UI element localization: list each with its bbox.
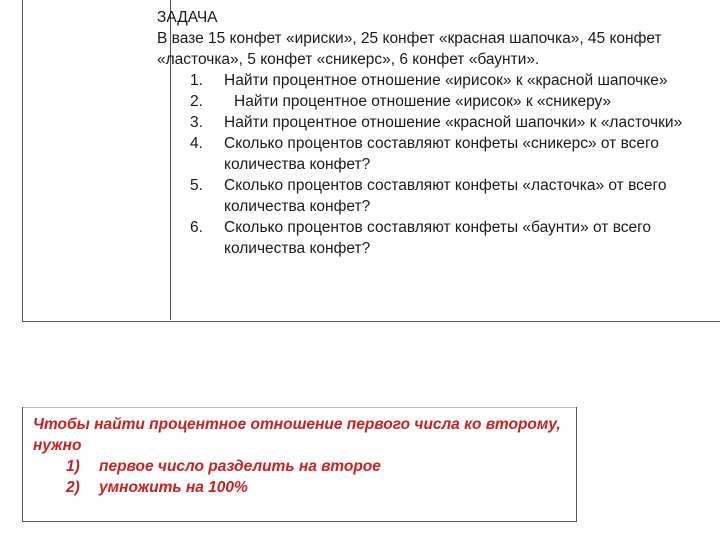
question-text: Сколько процентов составляют конфеты «баунти» от всего количества конфет? xyxy=(224,219,652,257)
task-title: ЗАДАЧА xyxy=(157,9,218,26)
question-text: Найти процентное отношение «ирисок» к «красной шапочке» xyxy=(224,72,668,89)
question-item xyxy=(157,112,717,133)
question-number: 2. xyxy=(190,93,203,110)
rule-steps xyxy=(33,456,573,498)
task-content xyxy=(157,7,717,259)
question-number: 1. xyxy=(190,72,203,89)
question-text: Найти процентное отношение «ирисок» к «сникеру» xyxy=(234,93,612,110)
rule-step-text: умножить на 100% xyxy=(99,479,248,496)
rule-intro: Чтобы найти процентное отношение первого числа ко второму, нужно xyxy=(33,416,561,454)
question-number: 3. xyxy=(190,114,203,131)
question-list xyxy=(157,70,717,259)
rule-step-text: первое число разделить на второе xyxy=(99,458,381,475)
rule-step-number: 1) xyxy=(66,458,80,475)
question-item xyxy=(157,91,717,112)
rule-box xyxy=(22,407,577,522)
question-item xyxy=(157,133,717,175)
rule-content xyxy=(33,414,573,498)
question-item xyxy=(157,70,717,91)
question-text: Сколько процентов составляют конфеты «ласточка» от всего количества конфет? xyxy=(224,177,667,215)
question-number: 5. xyxy=(190,177,203,194)
task-intro: В вазе 15 конфет «ириски», 25 конфет «красная шапочка», 45 конфет «ласточка», 5 конфет «сникерс», 6 конфет «баунти». xyxy=(157,30,662,68)
rule-box-top-border xyxy=(23,407,576,408)
question-item xyxy=(157,217,717,259)
question-text: Сколько процентов составляют конфеты «сникерс» от всего количества конфет? xyxy=(224,135,659,173)
question-number: 4. xyxy=(190,135,203,152)
rule-step-number: 2) xyxy=(66,479,80,496)
rule-step xyxy=(33,456,573,477)
question-item xyxy=(157,175,717,217)
question-number: 6. xyxy=(190,219,203,236)
rule-step xyxy=(33,477,573,498)
question-text: Найти процентное отношение «красной шапочки» к «ласточки» xyxy=(224,114,683,131)
